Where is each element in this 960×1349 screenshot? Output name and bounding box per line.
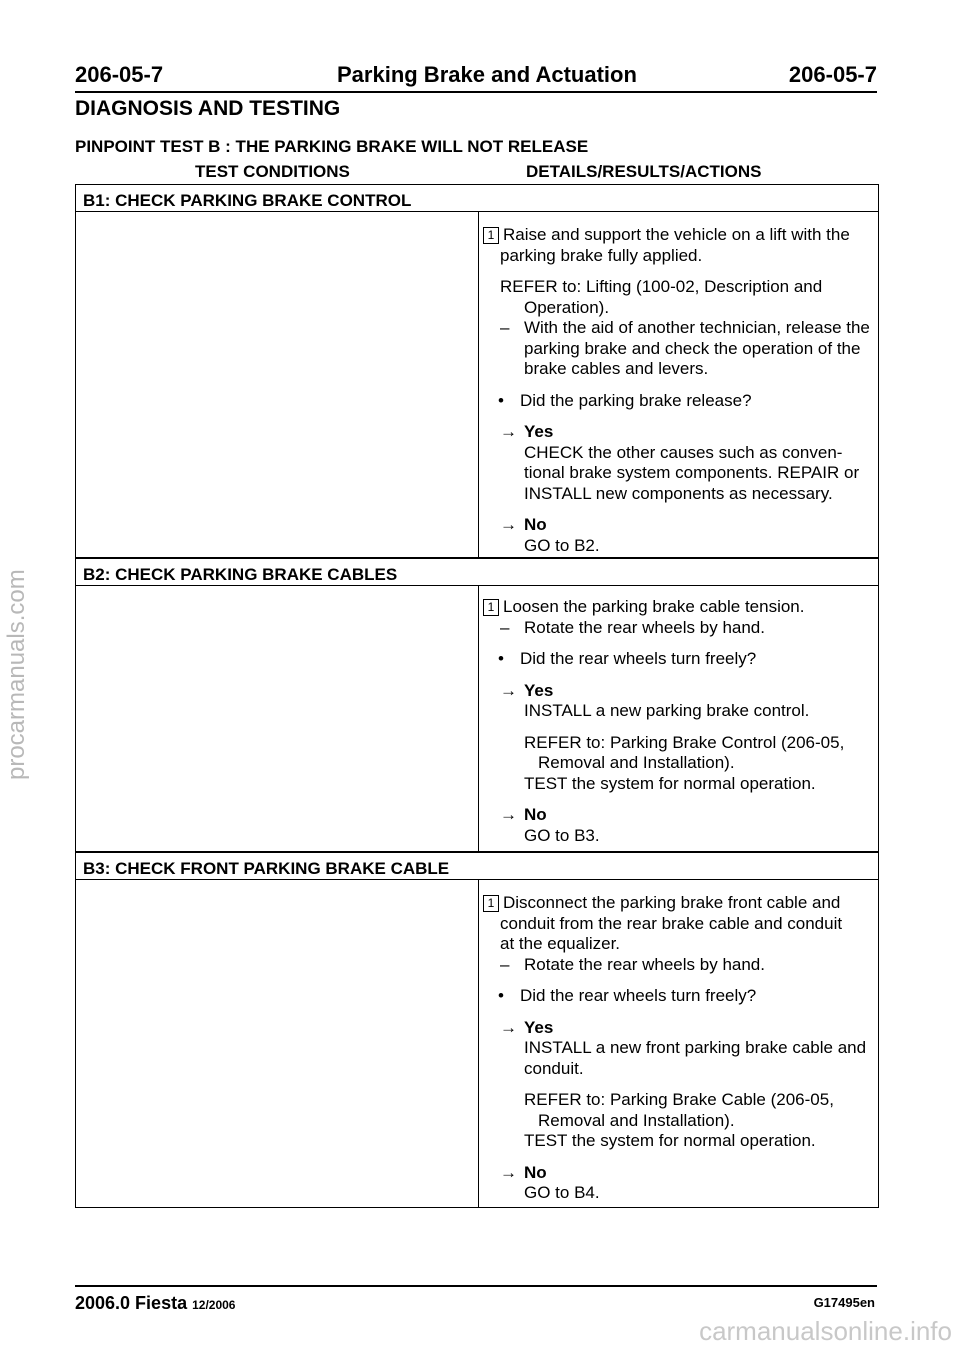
- arrow-right-icon: →: [500, 1162, 517, 1182]
- refer-text: REFER to: Lifting (100-02, Description and: [500, 277, 823, 296]
- arrow-right-icon: →: [500, 515, 517, 534]
- step-b2-title: B2: CHECK PARKING BRAKE CABLES: [75, 558, 879, 586]
- no-action-text: GO to B4.: [524, 1183, 600, 1202]
- no-action-text: GO to B3.: [524, 825, 600, 845]
- dash-instruction: With the aid of another technician, release the: [524, 318, 870, 337]
- footer-model: 2006.0 Fiesta 12/2006: [75, 1293, 236, 1313]
- column-divider: [478, 586, 479, 851]
- step-b1-details: 1 Raise and support the vehicle on a lift with the parking brake fully applied. REFER to: Lifting (100-02, Description and Operation). – With the aid of another technician, release the parking brake and check the operation of the brake cables and levers. • Did the parking brake release? → Yes CHECK the other causes such as conven- tional brake system components. REPAIR or INSTALL new components as necessary. → No GO to B2.: [483, 225, 877, 556]
- arrow-right-icon: →: [500, 422, 517, 441]
- step-b2-details: 1 Loosen the parking brake cable tension. – Rotate the rear wheels by hand. • Did the rear wheels turn freely? → Yes INSTALL a new parking brake control. REFER to: Parking Brake Control (206-05, Removal and Installation). TEST the system for normal operation. → No GO to B3.: [483, 597, 877, 846]
- column-divider: [478, 212, 479, 557]
- test-text: TEST the system for normal operation.: [524, 1131, 816, 1150]
- refer-text: REFER to: Parking Brake Cable (206-05,: [524, 1090, 834, 1109]
- no-label: No: [524, 1162, 547, 1182]
- refer-text: REFER to: Parking Brake Control (206-05,: [524, 732, 845, 752]
- test-text: TEST the system for normal operation.: [524, 773, 816, 793]
- question-text: Did the parking brake release?: [520, 390, 752, 410]
- no-label: No: [524, 805, 547, 824]
- dash-instruction: Rotate the rear wheels by hand.: [524, 617, 765, 637]
- yes-label: Yes: [524, 1017, 554, 1037]
- page-number-right: 206-05-7: [788, 62, 877, 87]
- footer-code: G17495en: [813, 1295, 875, 1310]
- step-b3-title: B3: CHECK FRONT PARKING BRAKE CABLE: [75, 852, 879, 880]
- step-b1-title: B1: CHECK PARKING BRAKE CONTROL: [75, 184, 879, 212]
- footer-date: 12/2006: [192, 1298, 236, 1312]
- page-header: [75, 62, 877, 88]
- page-header-title: Parking Brake and Actuation: [337, 62, 637, 87]
- column-header-test-conditions: TEST CONDITIONS: [195, 162, 350, 181]
- yes-label: Yes: [524, 422, 554, 441]
- no-action-text: GO to B2.: [524, 535, 600, 555]
- yes-label: Yes: [524, 680, 554, 700]
- page-number-left: 206-05-7: [75, 62, 164, 87]
- step-number-box: 1: [483, 227, 499, 244]
- question-text: Did the rear wheels turn freely?: [520, 649, 757, 668]
- dash-instruction: Rotate the rear wheels by hand.: [524, 954, 765, 974]
- header-rule: [75, 91, 877, 93]
- bottom-watermark: carmanualsonline.info: [699, 1316, 952, 1346]
- footer-rule: [75, 1285, 877, 1287]
- no-label: No: [524, 515, 547, 534]
- arrow-right-icon: →: [500, 1017, 517, 1037]
- section-title: DIAGNOSIS AND TESTING: [75, 97, 341, 120]
- pinpoint-test-title: PINPOINT TEST B : THE PARKING BRAKE WILL NOT RELEASE: [75, 137, 589, 156]
- arrow-right-icon: →: [500, 680, 517, 700]
- column-header-details: DETAILS/RESULTS/ACTIONS: [526, 162, 762, 181]
- side-watermark: procarmanuals.com: [3, 569, 30, 780]
- step-b3-details: 1 Disconnect the parking brake front cable and conduit from the rear brake cable and conduit at the equalizer. – Rotate the rear wheels by hand. • Did the rear wheels turn freely? → Yes INSTALL a new front parking brake cable and conduit. REFER to: Parking Brake Cable (206-05, Removal and Installation). TEST the system for normal operation. → No GO to B4.: [483, 893, 877, 1204]
- arrow-right-icon: →: [500, 805, 517, 824]
- step-number-box: 1: [483, 599, 499, 616]
- step-number-box: 1: [483, 895, 499, 912]
- column-divider: [478, 880, 479, 1207]
- question-text: Did the rear wheels turn freely?: [520, 986, 757, 1005]
